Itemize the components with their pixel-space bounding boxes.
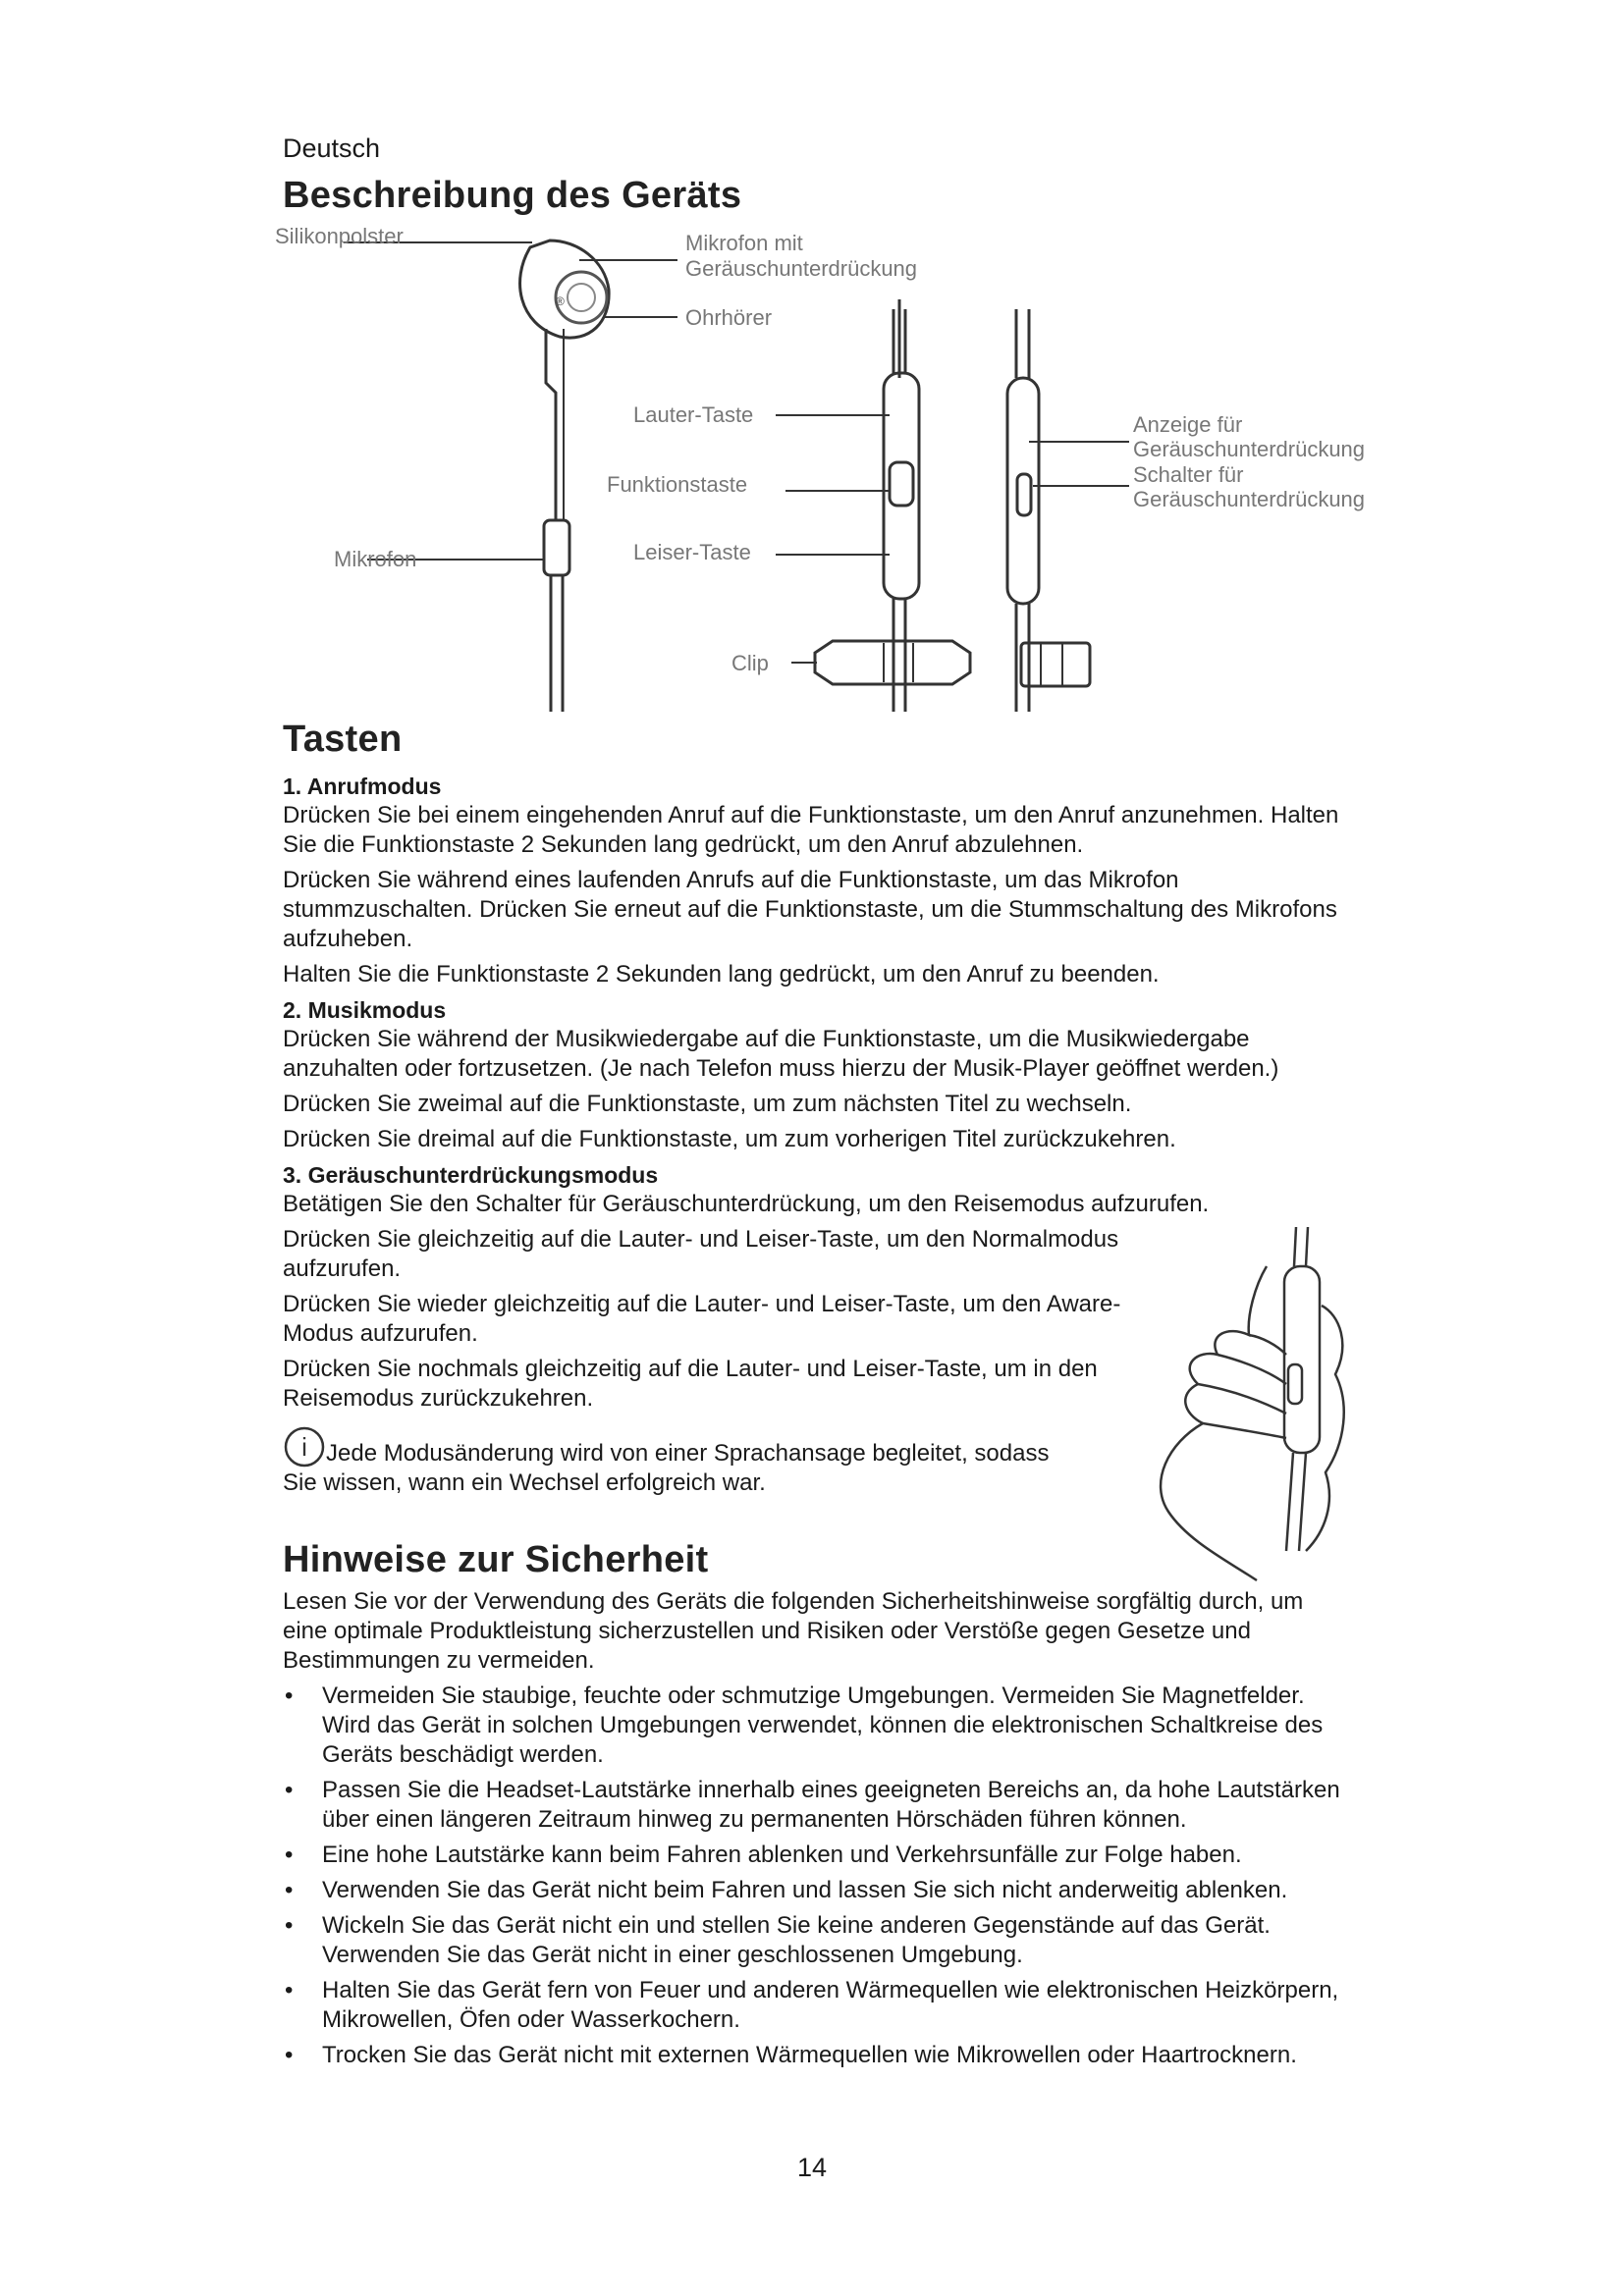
call-mode-paragraph: Halten Sie die Funktionstaste 2 Sekunden lang gedrückt, um den Anruf zu beenden.: [283, 961, 1160, 988]
list-item: • Eine hohe Lautstärke kann beim Fahren ablenken und Verkehrsunfälle zur Folge haben.: [283, 1841, 1353, 1870]
label-nc-indicator-2: Geräuschunterdrückung: [1133, 437, 1366, 461]
page-number: 14: [796, 2153, 828, 2182]
mic-housing: [544, 520, 569, 575]
safety-intro: Lesen Sie vor der Verwendung des Geräts die folgenden Sicherheitshinweise sorgfältig durch, um eine optimale Produktleistung sicherzustellen und Risiken oder Verstöße gegen Gesetze und Bestimmungen zu vermeiden.: [283, 1588, 1304, 1674]
nc-mode-paragraph: Drücken Sie gleichzeitig auf die Lauter- und Leiser-Taste, um den Normalmodus aufzurufen.: [283, 1226, 1119, 1282]
nc-mode-heading: 3. Geräuschunterdrückungsmodus: [283, 1162, 659, 1188]
nc-mode-paragraph: Drücken Sie wieder gleichzeitig auf die Lauter- und Leiser-Taste, um den Aware-Modus aufzurufen.: [283, 1291, 1121, 1347]
info-icon: [283, 1425, 326, 1468]
safety-list: [283, 1682, 1353, 2070]
svg-text:®: ®: [556, 294, 565, 308]
label-vol-down: Leiser-Taste: [633, 540, 751, 564]
list-item: • Halten Sie das Gerät fern von Feuer und anderen Wärmequellen wie elektronischen Heizkörpern, Mikrowellen, Öfen oder Wasserkochern.: [283, 1976, 1353, 2035]
nc-mode-paragraph: Drücken Sie nochmals gleichzeitig auf die Lauter- und Leiser-Taste, um in den Reisemodus zurückzukehren.: [283, 1356, 1098, 1412]
language-label: Deutsch: [283, 133, 381, 163]
device-diagram: [265, 221, 1424, 721]
label-mic-nc-1: Mikrofon mit: [685, 231, 803, 255]
function-button-shape: [890, 462, 913, 506]
music-mode-paragraph: Drücken Sie während der Musikwiedergabe auf die Funktionstaste, um die Musikwiedergabe anzuhalten oder fortzusetzen. (Je nach Telefon muss hierzu der Musik-Player geöffnet werden.): [283, 1026, 1279, 1082]
clip-side: [1021, 643, 1090, 686]
label-nc-indicator-1: Anzeige für: [1133, 412, 1243, 437]
list-item: • Verwenden Sie das Gerät nicht beim Fahren und lassen Sie sich nicht anderweitig ablenken.: [283, 1876, 1353, 1905]
svg-text:i: i: [301, 1432, 307, 1462]
music-mode-heading: 2. Musikmodus: [283, 997, 447, 1023]
label-vol-up: Lauter-Taste: [633, 402, 754, 427]
call-mode-heading: 1. Anrufmodus: [283, 774, 442, 799]
device-description-title: Beschreibung des Geräts: [283, 175, 742, 216]
music-mode-paragraph: Drücken Sie zweimal auf die Funktionstaste, um zum nächsten Titel zu wechseln.: [283, 1091, 1132, 1117]
safety-title: Hinweise zur Sicherheit: [283, 1539, 709, 1580]
label-clip: Clip: [731, 651, 769, 675]
remote-side-view: [1007, 378, 1039, 604]
music-mode-paragraph: Drücken Sie dreimal auf die Funktionstaste, um zum vorherigen Titel zurückzukehren.: [283, 1126, 1176, 1152]
label-mic: Mikrofon: [334, 547, 417, 571]
list-item: • Trocken Sie das Gerät nicht mit externen Wärmequellen wie Mikrowellen oder Haartrocknern.: [283, 2041, 1353, 2070]
list-item: • Wickeln Sie das Gerät nicht ein und stellen Sie keine anderen Gegenstände auf das Gerät. Verwenden Sie das Gerät nicht in einer geschlossenen Umgebung.: [283, 1911, 1353, 1970]
nc-switch-shape: [1017, 474, 1031, 515]
call-mode-paragraph: Drücken Sie während eines laufenden Anrufs auf die Funktionstaste, um das Mikrofon stummzuschalten. Drücken Sie erneut auf die Funktionstaste, um die Stummschaltung des Mikrofons aufzuheben.: [283, 867, 1337, 952]
label-nc-switch-2: Geräuschunterdrückung: [1133, 487, 1366, 511]
label-cushion: Silikonpolster: [275, 224, 404, 248]
label-earphone: Ohrhörer: [685, 305, 773, 330]
buttons-title: Tasten: [283, 719, 403, 760]
nc-mode-paragraph: Betätigen Sie den Schalter für Geräuschunterdrückung, um den Reisemodus aufzurufen.: [283, 1191, 1210, 1217]
info-note: [283, 1425, 1088, 1498]
list-item: • Vermeiden Sie staubige, feuchte oder schmutzige Umgebungen. Vermeiden Sie Magnetfelder. Wird das Gerät in solchen Umgebungen verwendet, können die elektronischen Schaltkreise des Geräts beschädigt werden.: [283, 1682, 1353, 1770]
label-function: Funktionstaste: [607, 472, 748, 497]
earbud-housing: [520, 240, 610, 338]
hand-remote-illustration: [1139, 1227, 1365, 1590]
info-note-text: Jede Modusänderung wird von einer Sprachansage begleitet, sodass Sie wissen, wann ein Wechsel erfolgreich war.: [283, 1440, 1050, 1496]
list-item: • Passen Sie die Headset-Lautstärke innerhalb eines geeigneten Bereichs an, da hohe Lautstärken über einen längeren Zeitraum hinweg zu permanenten Hörschäden führen können.: [283, 1776, 1353, 1835]
call-mode-paragraph: Drücken Sie bei einem eingehenden Anruf auf die Funktionstaste, um den Anruf anzunehmen. Halten Sie die Funktionstaste 2 Sekunden lang gedrückt, um den Anruf abzulehnen.: [283, 802, 1339, 858]
label-nc-switch-1: Schalter für: [1133, 462, 1244, 487]
label-mic-nc-2: Geräuschunterdrückung: [685, 256, 918, 281]
safety-block: [283, 1587, 1353, 2076]
